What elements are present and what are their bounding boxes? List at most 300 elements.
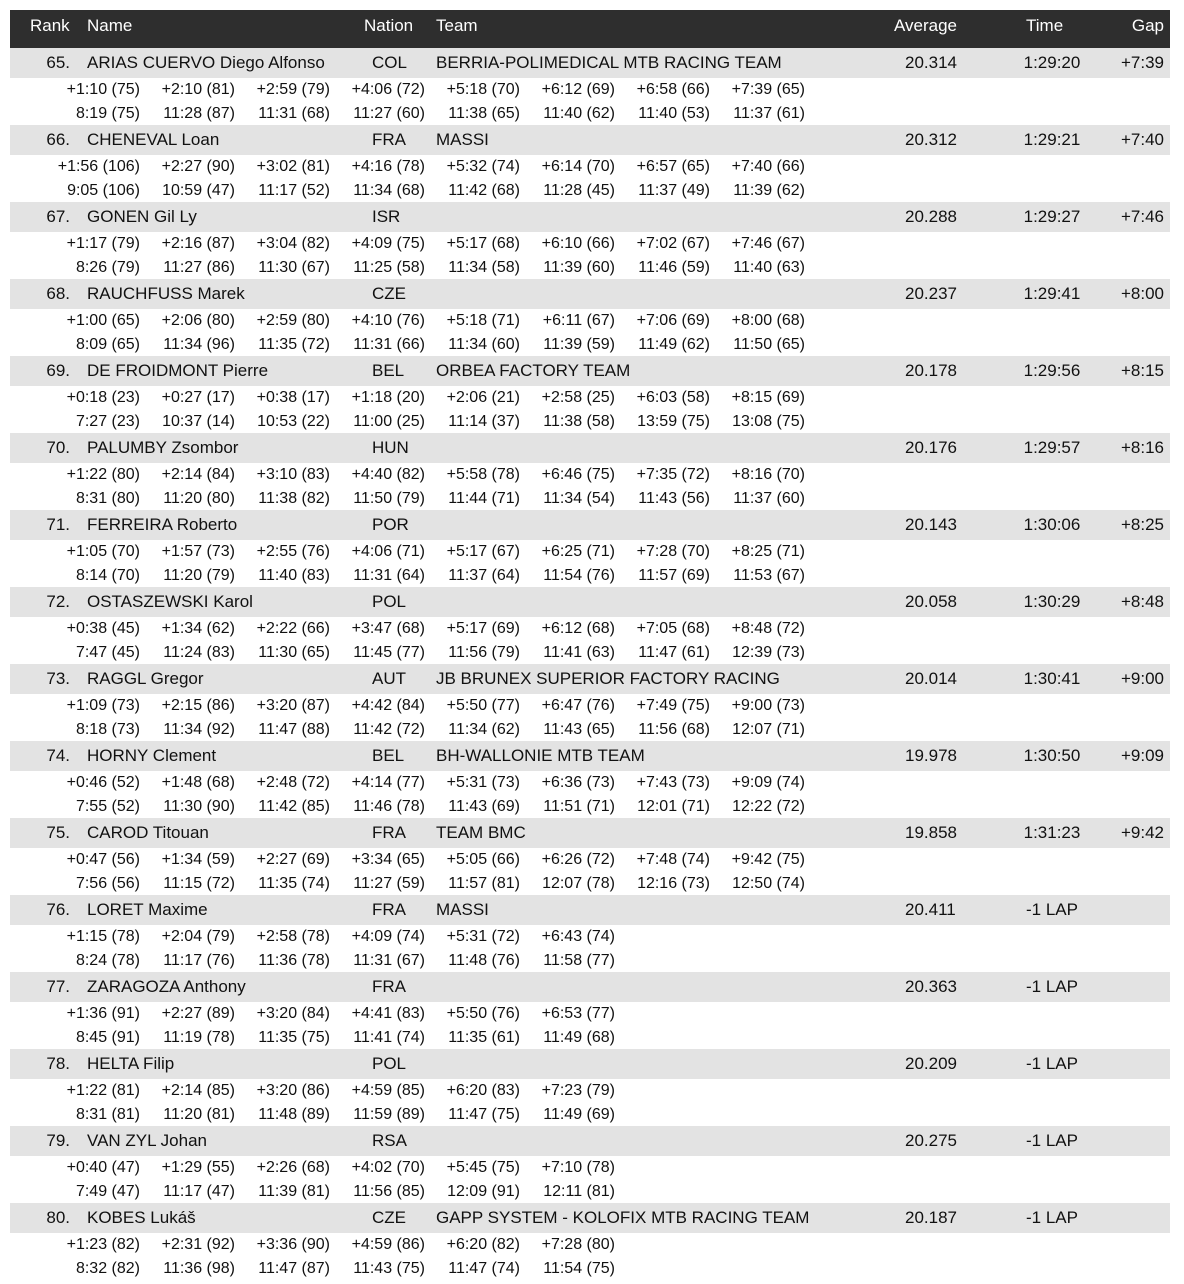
rider-name: FERREIRA Roberto (87, 515, 238, 534)
lap-time: 11:38 (65) (448, 105, 520, 122)
lap-time: 11:47 (61) (638, 644, 710, 661)
lap-time: 11:20 (80) (163, 490, 235, 507)
lap-time: 11:17 (76) (163, 952, 235, 969)
rider-time: 1:29:21 (1023, 130, 1081, 149)
lap-time: 11:58 (77) (543, 952, 615, 969)
rider-name: ZARAGOZA Anthony (87, 977, 246, 996)
split-gap: +6:12 (69) (541, 81, 615, 98)
split-gap: +5:31 (72) (446, 928, 520, 945)
rider-rank: 77. (46, 977, 70, 996)
split-gap: +9:09 (74) (731, 774, 805, 791)
rider-row (10, 1049, 1170, 1126)
split-gap: +8:00 (68) (731, 312, 805, 329)
split-gap: +7:49 (75) (636, 697, 710, 714)
rider-time: -1 LAP (1026, 1054, 1078, 1073)
rider-summary (10, 125, 1170, 155)
split-gap: +7:23 (79) (541, 1082, 615, 1099)
lap-time: 11:30 (65) (258, 644, 330, 661)
rider-nation: RSA (372, 1131, 407, 1150)
header-rank: Rank (30, 16, 70, 35)
rider-gap: +7:46 (1120, 207, 1164, 226)
lap-time: 11:43 (69) (448, 798, 520, 815)
split-gap: +6:25 (71) (541, 543, 615, 560)
lap-time: 8:19 (75) (75, 105, 140, 122)
lap-time: 10:53 (22) (257, 413, 330, 430)
rider-team: MASSI (436, 130, 489, 149)
rider-summary (10, 202, 1170, 232)
rider-rank: 71. (46, 515, 70, 534)
split-gap: +6:26 (72) (541, 851, 615, 868)
rider-rank: 65. (46, 53, 70, 72)
lap-time: 11:57 (69) (638, 567, 710, 584)
rider-rank: 67. (46, 207, 70, 226)
split-gap: +7:28 (80) (541, 1236, 615, 1253)
rider-summary (10, 818, 1170, 848)
lap-time: 11:15 (72) (163, 875, 235, 892)
lap-time: 11:47 (74) (448, 1260, 520, 1277)
rider-time: -1 LAP (1026, 900, 1078, 919)
lap-time: 12:39 (73) (732, 644, 805, 661)
lap-time: 7:49 (47) (75, 1183, 140, 1200)
rider-name: PALUMBY Zsombor (87, 438, 239, 457)
split-gap: +2:26 (68) (256, 1159, 330, 1176)
split-gap: +4:59 (85) (351, 1082, 425, 1099)
lap-time: 11:35 (61) (448, 1029, 520, 1046)
split-gap: +8:16 (70) (731, 466, 805, 483)
lap-time: 11:27 (59) (353, 875, 425, 892)
rider-team: JB BRUNEX SUPERIOR FACTORY RACING (436, 669, 780, 688)
rider-name: HELTA Filip (87, 1054, 175, 1073)
lap-time: 11:27 (86) (163, 259, 235, 276)
rider-name: LORET Maxime (87, 900, 208, 919)
lap-time: 11:42 (85) (258, 798, 330, 815)
rider-rank: 69. (46, 361, 70, 380)
split-gap: +2:59 (79) (256, 81, 330, 98)
lap-time: 7:27 (23) (75, 413, 140, 430)
rider-name: CHENEVAL Loan (87, 130, 220, 149)
split-gap: +1:36 (91) (66, 1005, 140, 1022)
lap-time: 8:18 (73) (75, 721, 140, 738)
rider-rank: 68. (46, 284, 70, 303)
rider-time: 1:30:41 (1023, 669, 1081, 688)
lap-time: 11:54 (75) (543, 1260, 615, 1277)
lap-time: 11:57 (81) (448, 875, 520, 892)
rider-summary (10, 587, 1170, 617)
split-gap: +4:06 (71) (351, 543, 425, 560)
header-team: Team (436, 16, 478, 35)
split-gap: +6:20 (82) (446, 1236, 520, 1253)
lap-time: 11:30 (90) (163, 798, 235, 815)
split-gap: +1:34 (62) (161, 620, 235, 637)
split-gap: +2:14 (85) (161, 1082, 235, 1099)
rider-rank: 80. (46, 1208, 70, 1227)
rider-summary (10, 664, 1170, 694)
rider-rank: 66. (46, 130, 70, 149)
rider-gap: +7:39 (1120, 53, 1164, 72)
split-gap: +4:14 (77) (351, 774, 425, 791)
split-gap: +7:35 (72) (636, 466, 710, 483)
lap-time: 11:35 (75) (258, 1029, 330, 1046)
lap-time: 11:31 (67) (353, 952, 425, 969)
rider-summary (10, 279, 1170, 309)
rider-nation: CZE (372, 284, 406, 303)
rider-row (10, 125, 1170, 202)
lap-time: 11:36 (78) (258, 952, 330, 969)
results-sheet (10, 0, 1170, 1280)
split-gap: +2:04 (79) (161, 928, 235, 945)
lap-time: 11:31 (66) (353, 336, 425, 353)
lap-time: 11:38 (82) (258, 490, 330, 507)
lap-time: 7:55 (52) (75, 798, 140, 815)
split-gap: +1:05 (70) (66, 543, 140, 560)
lap-time: 11:42 (72) (353, 721, 425, 738)
results-list (10, 48, 1170, 1280)
lap-time: 11:49 (69) (543, 1106, 615, 1123)
rider-team: ORBEA FACTORY TEAM (436, 361, 631, 380)
rider-average: 20.237 (905, 284, 957, 303)
lap-time: 8:31 (81) (75, 1106, 140, 1123)
split-gap: +5:31 (73) (446, 774, 520, 791)
split-gap: +0:47 (56) (66, 851, 140, 868)
rider-summary (10, 972, 1170, 1002)
rider-name: ARIAS CUERVO Diego Alfonso (87, 53, 325, 72)
rider-rank: 73. (46, 669, 70, 688)
split-gap: +3:34 (65) (351, 851, 425, 868)
rider-nation: ISR (372, 207, 401, 226)
rider-average: 20.209 (905, 1054, 957, 1073)
rider-average: 20.058 (905, 592, 957, 611)
split-gap: +4:16 (78) (351, 158, 425, 175)
lap-time: 11:50 (65) (733, 336, 805, 353)
rider-rank: 79. (46, 1131, 70, 1150)
rider-row (10, 895, 1170, 972)
lap-time: 7:56 (56) (75, 875, 140, 892)
rider-row (10, 48, 1170, 125)
lap-time: 12:09 (91) (447, 1183, 520, 1200)
lap-time: 11:46 (59) (638, 259, 710, 276)
rider-summary (10, 48, 1170, 78)
table-header (10, 10, 1170, 48)
split-gap: +6:43 (74) (541, 928, 615, 945)
lap-time: 11:14 (37) (448, 413, 520, 430)
lap-time: 11:30 (67) (258, 259, 330, 276)
lap-time: 11:31 (68) (258, 105, 330, 122)
lap-time: 11:44 (71) (448, 490, 520, 507)
split-gap: +6:53 (77) (541, 1005, 615, 1022)
lap-time: 11:39 (62) (733, 182, 805, 199)
split-gap: +2:14 (84) (161, 466, 235, 483)
rider-nation: FRA (372, 130, 406, 149)
split-gap: +6:12 (68) (541, 620, 615, 637)
lap-time: 11:20 (79) (163, 567, 235, 584)
rider-team: GAPP SYSTEM - KOLOFIX MTB RACING TEAM (436, 1208, 810, 1227)
lap-time: 11:49 (62) (638, 336, 710, 353)
split-gap: +5:05 (66) (446, 851, 520, 868)
rider-nation: FRA (372, 823, 406, 842)
split-gap: +3:47 (68) (351, 620, 425, 637)
lap-time: 12:07 (71) (732, 721, 805, 738)
rider-row (10, 818, 1170, 895)
lap-time: 11:56 (79) (448, 644, 520, 661)
rider-time: 1:29:56 (1023, 361, 1081, 380)
lap-time: 11:31 (64) (353, 567, 425, 584)
rider-row (10, 202, 1170, 279)
lap-time: 8:14 (70) (75, 567, 140, 584)
rider-average: 20.288 (905, 207, 957, 226)
split-gap: +1:57 (73) (161, 543, 235, 560)
split-gap: +6:20 (83) (446, 1082, 520, 1099)
split-gap: +4:59 (86) (351, 1236, 425, 1253)
lap-time: 11:36 (98) (163, 1260, 235, 1277)
split-gap: +4:40 (82) (351, 466, 425, 483)
lap-time: 11:49 (68) (543, 1029, 615, 1046)
lap-time: 8:26 (79) (75, 259, 140, 276)
split-gap: +0:18 (23) (66, 389, 140, 406)
split-gap: +7:48 (74) (636, 851, 710, 868)
split-gap: +0:38 (45) (66, 620, 140, 637)
split-gap: +2:58 (78) (256, 928, 330, 945)
rider-summary (10, 1049, 1170, 1079)
rider-row (10, 1203, 1170, 1280)
split-gap: +4:06 (72) (351, 81, 425, 98)
split-gap: +8:25 (71) (731, 543, 805, 560)
split-gap: +0:40 (47) (66, 1159, 140, 1176)
rider-summary (10, 510, 1170, 540)
lap-time: 11:39 (60) (543, 259, 615, 276)
split-gap: +2:55 (76) (256, 543, 330, 560)
split-gap: +0:46 (52) (66, 774, 140, 791)
rider-name: GONEN Gil Ly (87, 207, 197, 226)
split-gap: +1:17 (79) (66, 235, 140, 252)
split-gap: +7:10 (78) (541, 1159, 615, 1176)
lap-time: 8:45 (91) (75, 1029, 140, 1046)
split-gap: +2:15 (86) (161, 697, 235, 714)
split-gap: +6:11 (67) (542, 312, 615, 329)
split-gap: +3:20 (84) (256, 1005, 330, 1022)
lap-time: 11:28 (45) (543, 182, 615, 199)
lap-time: 11:45 (77) (353, 644, 425, 661)
rider-time: 1:30:06 (1023, 515, 1081, 534)
rider-average: 20.411 (905, 900, 956, 919)
split-gap: +2:59 (80) (256, 312, 330, 329)
lap-time: 11:34 (68) (353, 182, 425, 199)
split-gap: +7:43 (73) (636, 774, 710, 791)
lap-time: 11:40 (62) (543, 105, 615, 122)
lap-time: 11:37 (64) (448, 567, 520, 584)
rider-time: 1:31:23 (1023, 823, 1081, 842)
lap-time: 11:56 (68) (638, 721, 710, 738)
rider-rank: 72. (46, 592, 70, 611)
lap-time: 11:53 (67) (733, 567, 805, 584)
lap-time: 11:50 (79) (353, 490, 425, 507)
rider-average: 20.275 (905, 1131, 957, 1150)
rider-gap: +8:48 (1120, 592, 1164, 611)
rider-average: 20.176 (905, 438, 957, 457)
lap-time: 11:35 (72) (258, 336, 330, 353)
split-gap: +5:50 (77) (446, 697, 520, 714)
lap-time: 12:16 (73) (637, 875, 710, 892)
split-gap: +5:17 (68) (446, 235, 520, 252)
split-gap: +8:15 (69) (731, 389, 805, 406)
rider-name: RAUCHFUSS Marek (87, 284, 245, 303)
rider-time: 1:29:20 (1023, 53, 1081, 72)
split-gap: +3:02 (81) (256, 158, 330, 175)
rider-nation: POL (372, 1054, 407, 1073)
lap-time: 11:48 (89) (258, 1106, 330, 1123)
lap-time: 12:01 (71) (637, 798, 710, 815)
lap-time: 11:34 (60) (448, 336, 520, 353)
lap-time: 11:48 (76) (448, 952, 520, 969)
split-gap: +7:05 (68) (636, 620, 710, 637)
lap-time: 12:11 (81) (543, 1183, 615, 1200)
split-gap: +1:15 (78) (66, 928, 140, 945)
rider-average: 19.858 (905, 823, 957, 842)
split-gap: +0:27 (17) (161, 389, 235, 406)
rider-time: 1:30:29 (1023, 592, 1081, 611)
lap-time: 8:32 (82) (75, 1260, 140, 1277)
lap-time: 11:41 (74) (353, 1029, 425, 1046)
split-gap: +0:38 (17) (256, 389, 330, 406)
lap-time: 11:43 (56) (638, 490, 710, 507)
lap-time: 11:47 (88) (258, 721, 330, 738)
lap-time: 11:37 (60) (733, 490, 805, 507)
split-gap: +2:06 (21) (446, 389, 520, 406)
rider-summary (10, 741, 1170, 771)
split-gap: +5:32 (74) (446, 158, 520, 175)
rider-row (10, 433, 1170, 510)
split-gap: +5:58 (78) (446, 466, 520, 483)
split-gap: +5:17 (69) (446, 620, 520, 637)
split-gap: +4:09 (74) (351, 928, 425, 945)
rider-gap: +8:25 (1120, 515, 1164, 534)
lap-time: 11:46 (78) (353, 798, 425, 815)
split-gap: +1:48 (68) (161, 774, 235, 791)
split-gap: +6:47 (76) (541, 697, 615, 714)
rider-nation: HUN (372, 438, 409, 457)
lap-time: 11:00 (25) (353, 413, 425, 430)
lap-time: 11:41 (63) (543, 644, 615, 661)
rider-gap: +9:00 (1120, 669, 1164, 688)
rider-gap: +8:00 (1120, 284, 1164, 303)
split-gap: +1:22 (81) (66, 1082, 140, 1099)
lap-time: 11:27 (60) (353, 105, 425, 122)
split-gap: +1:09 (73) (66, 697, 140, 714)
split-gap: +1:23 (82) (66, 1236, 140, 1253)
split-gap: +2:27 (89) (161, 1005, 235, 1022)
split-gap: +4:41 (83) (351, 1005, 425, 1022)
lap-time: 12:50 (74) (732, 875, 805, 892)
rider-gap: +9:42 (1120, 823, 1164, 842)
rider-team: MASSI (436, 900, 489, 919)
rider-nation: POR (372, 515, 409, 534)
rider-gap: +9:09 (1120, 746, 1164, 765)
lap-time: 12:22 (72) (732, 798, 805, 815)
rider-time: 1:29:41 (1023, 284, 1081, 303)
split-gap: +6:36 (73) (541, 774, 615, 791)
split-gap: +7:28 (70) (636, 543, 710, 560)
lap-time: 13:59 (75) (637, 413, 710, 430)
lap-time: 9:05 (106) (67, 182, 140, 199)
split-gap: +2:31 (92) (161, 1236, 235, 1253)
lap-time: 11:43 (65) (543, 721, 615, 738)
rider-name: KOBES Lukáš (87, 1208, 196, 1227)
split-gap: +3:20 (86) (256, 1082, 330, 1099)
lap-time: 11:47 (75) (448, 1106, 520, 1123)
lap-time: 11:39 (59) (543, 336, 615, 353)
lap-time: 11:43 (75) (353, 1260, 425, 1277)
header-name: Name (87, 16, 133, 35)
rider-nation: POL (372, 592, 407, 611)
lap-time: 11:40 (53) (638, 105, 710, 122)
rider-summary (10, 1203, 1170, 1233)
rider-rank: 74. (46, 746, 70, 765)
rider-summary (10, 1126, 1170, 1156)
lap-time: 11:54 (76) (543, 567, 615, 584)
lap-time: 11:17 (52) (258, 182, 330, 199)
rider-time: -1 LAP (1026, 1208, 1078, 1227)
split-gap: +7:06 (69) (636, 312, 710, 329)
split-gap: +1:00 (65) (66, 312, 140, 329)
rider-name: DE FROIDMONT Pierre (87, 361, 269, 380)
rider-average: 20.187 (905, 1208, 957, 1227)
header-gap: Gap (1131, 16, 1164, 35)
rider-rank: 78. (46, 1054, 70, 1073)
split-gap: +2:27 (90) (161, 158, 235, 175)
lap-time: 11:34 (92) (163, 721, 235, 738)
split-gap: +7:02 (67) (636, 235, 710, 252)
header-time: Time (1026, 16, 1064, 35)
split-gap: +3:10 (83) (256, 466, 330, 483)
lap-time: 8:31 (80) (75, 490, 140, 507)
rider-summary (10, 895, 1170, 925)
rider-nation: BEL (372, 361, 405, 380)
rider-team: TEAM BMC (436, 823, 526, 842)
rider-nation: FRA (372, 900, 406, 919)
rider-summary (10, 433, 1170, 463)
rider-average: 20.014 (905, 669, 957, 688)
rider-row (10, 587, 1170, 664)
split-gap: +5:18 (71) (446, 312, 520, 329)
rider-time: 1:30:50 (1023, 746, 1081, 765)
split-gap: +1:18 (20) (351, 389, 425, 406)
split-gap: +6:10 (66) (541, 235, 615, 252)
split-gap: +2:06 (80) (161, 312, 235, 329)
rider-average: 20.363 (905, 977, 957, 996)
lap-time: 11:47 (87) (258, 1260, 330, 1277)
split-gap: +7:46 (67) (731, 235, 805, 252)
split-gap: +1:56 (106) (57, 158, 140, 175)
rider-average: 19.978 (905, 746, 957, 765)
rider-average: 20.178 (905, 361, 957, 380)
rider-team: BH-WALLONIE MTB TEAM (436, 746, 645, 765)
header-average: Average (894, 16, 958, 35)
lap-time: 8:24 (78) (75, 952, 140, 969)
rider-rank: 76. (46, 900, 70, 919)
split-gap: +2:10 (81) (161, 81, 235, 98)
split-gap: +6:14 (70) (541, 158, 615, 175)
header-nation: Nation (364, 16, 414, 35)
rider-nation: BEL (372, 746, 405, 765)
rider-time: 1:29:57 (1023, 438, 1081, 457)
rider-team: BERRIA-POLIMEDICAL MTB RACING TEAM (436, 53, 782, 72)
split-gap: +2:58 (25) (541, 389, 615, 406)
lap-time: 11:19 (78) (163, 1029, 235, 1046)
lap-time: 13:08 (75) (732, 413, 805, 430)
split-gap: +1:22 (80) (66, 466, 140, 483)
rider-name: OSTASZEWSKI Karol (87, 592, 253, 611)
rider-row (10, 741, 1170, 818)
lap-time: 11:28 (87) (163, 105, 235, 122)
